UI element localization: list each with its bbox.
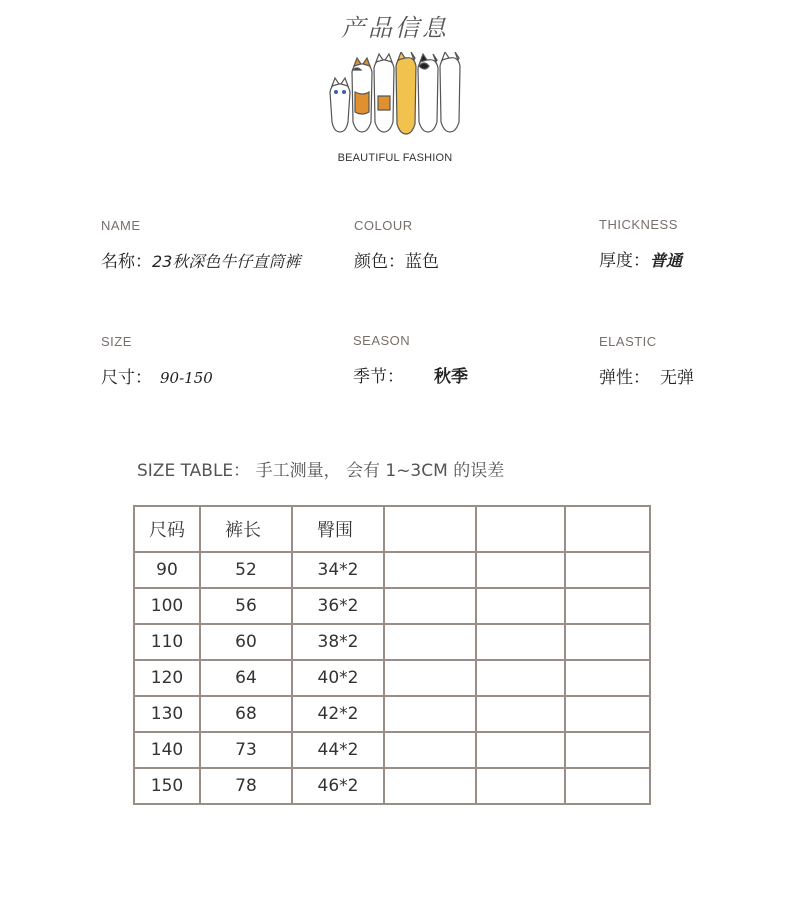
attr-thickness-value: 普通: [650, 251, 683, 270]
size-cell: 100: [134, 588, 200, 624]
hip-cell: 36*2: [292, 588, 384, 624]
attr-size: [101, 334, 213, 388]
attr-name-value: 23秋深色牛仔直筒裤: [152, 252, 301, 271]
attr-elastic-en: ELASTIC: [599, 334, 657, 349]
empty-cell: [565, 732, 650, 768]
size-table-note: SIZE TABLE： 手工测量， 会有 1~3CM 的误差: [137, 461, 505, 481]
empty-cell: [476, 588, 565, 624]
attr-name-label: 名称：: [101, 252, 152, 272]
attr-season-value: 秋季: [434, 367, 468, 387]
empty-cell: [384, 624, 476, 660]
empty-cell: [384, 732, 476, 768]
brand-logo: [320, 52, 470, 172]
size-cell: 120: [134, 660, 200, 696]
empty-cell: [384, 552, 476, 588]
length-cell: 52: [200, 552, 292, 588]
empty-cell: [565, 552, 650, 588]
empty-cell: [384, 588, 476, 624]
empty-cell: [565, 660, 650, 696]
hip-cell: 34*2: [292, 552, 384, 588]
length-cell: 64: [200, 660, 292, 696]
table-row: [134, 552, 650, 588]
attr-season-en: SEASON: [353, 333, 411, 348]
table-row: [134, 660, 650, 696]
table-row: [134, 732, 650, 768]
empty-cell: [565, 588, 650, 624]
empty-cell: [565, 696, 650, 732]
page-title: 产品信息: [341, 14, 449, 42]
attr-name: [101, 218, 300, 272]
header-cell: 臀围: [292, 506, 384, 552]
attr-size-label: 尺寸：: [101, 368, 152, 388]
cats-illustration: [320, 52, 470, 152]
attr-name-en: NAME: [101, 218, 141, 233]
empty-cell: [384, 660, 476, 696]
attr-colour-value: 蓝色: [405, 252, 439, 272]
table-row: [134, 696, 650, 732]
attr-thickness-en: THICKNESS: [599, 217, 678, 232]
empty-cell: [476, 732, 565, 768]
empty-cell: [476, 552, 565, 588]
attr-elastic: [599, 334, 694, 388]
empty-cell: [384, 696, 476, 732]
table-row: [134, 624, 650, 660]
size-cell: 110: [134, 624, 200, 660]
size-cell: 130: [134, 696, 200, 732]
hip-cell: 44*2: [292, 732, 384, 768]
empty-cell: [565, 768, 650, 804]
header-cell: [384, 506, 476, 552]
length-cell: 56: [200, 588, 292, 624]
size-table-header-row: [134, 506, 650, 552]
header-cell: 尺码: [134, 506, 200, 552]
header-cell: [476, 506, 565, 552]
attr-season: [353, 333, 468, 387]
attr-colour: [354, 218, 439, 272]
header-cell: [565, 506, 650, 552]
attr-thickness: [599, 217, 682, 271]
attr-season-label: 季节：: [353, 367, 404, 387]
hip-cell: 40*2: [292, 660, 384, 696]
length-cell: 68: [200, 696, 292, 732]
empty-cell: [476, 624, 565, 660]
attr-size-en: SIZE: [101, 334, 132, 349]
logo-text: BEAUTIFUL FASHION: [337, 152, 453, 164]
attr-colour-en: COLOUR: [354, 218, 413, 233]
length-cell: 60: [200, 624, 292, 660]
hip-cell: 42*2: [292, 696, 384, 732]
empty-cell: [384, 768, 476, 804]
attr-colour-label: 颜色：: [354, 252, 405, 272]
hip-cell: 38*2: [292, 624, 384, 660]
empty-cell: [476, 768, 565, 804]
empty-cell: [476, 696, 565, 732]
attr-elastic-value: 无弹: [660, 368, 694, 388]
table-row: [134, 588, 650, 624]
length-cell: 73: [200, 732, 292, 768]
table-row: [134, 768, 650, 804]
attr-size-value: 90-150: [160, 369, 213, 387]
attr-elastic-label: 弹性：: [599, 368, 650, 388]
size-table: [133, 505, 651, 805]
size-cell: 90: [134, 552, 200, 588]
hip-cell: 46*2: [292, 768, 384, 804]
size-cell: 140: [134, 732, 200, 768]
length-cell: 78: [200, 768, 292, 804]
attr-thickness-label: 厚度：: [599, 251, 650, 271]
empty-cell: [476, 660, 565, 696]
size-cell: 150: [134, 768, 200, 804]
header-cell: 裤长: [200, 506, 292, 552]
empty-cell: [565, 624, 650, 660]
